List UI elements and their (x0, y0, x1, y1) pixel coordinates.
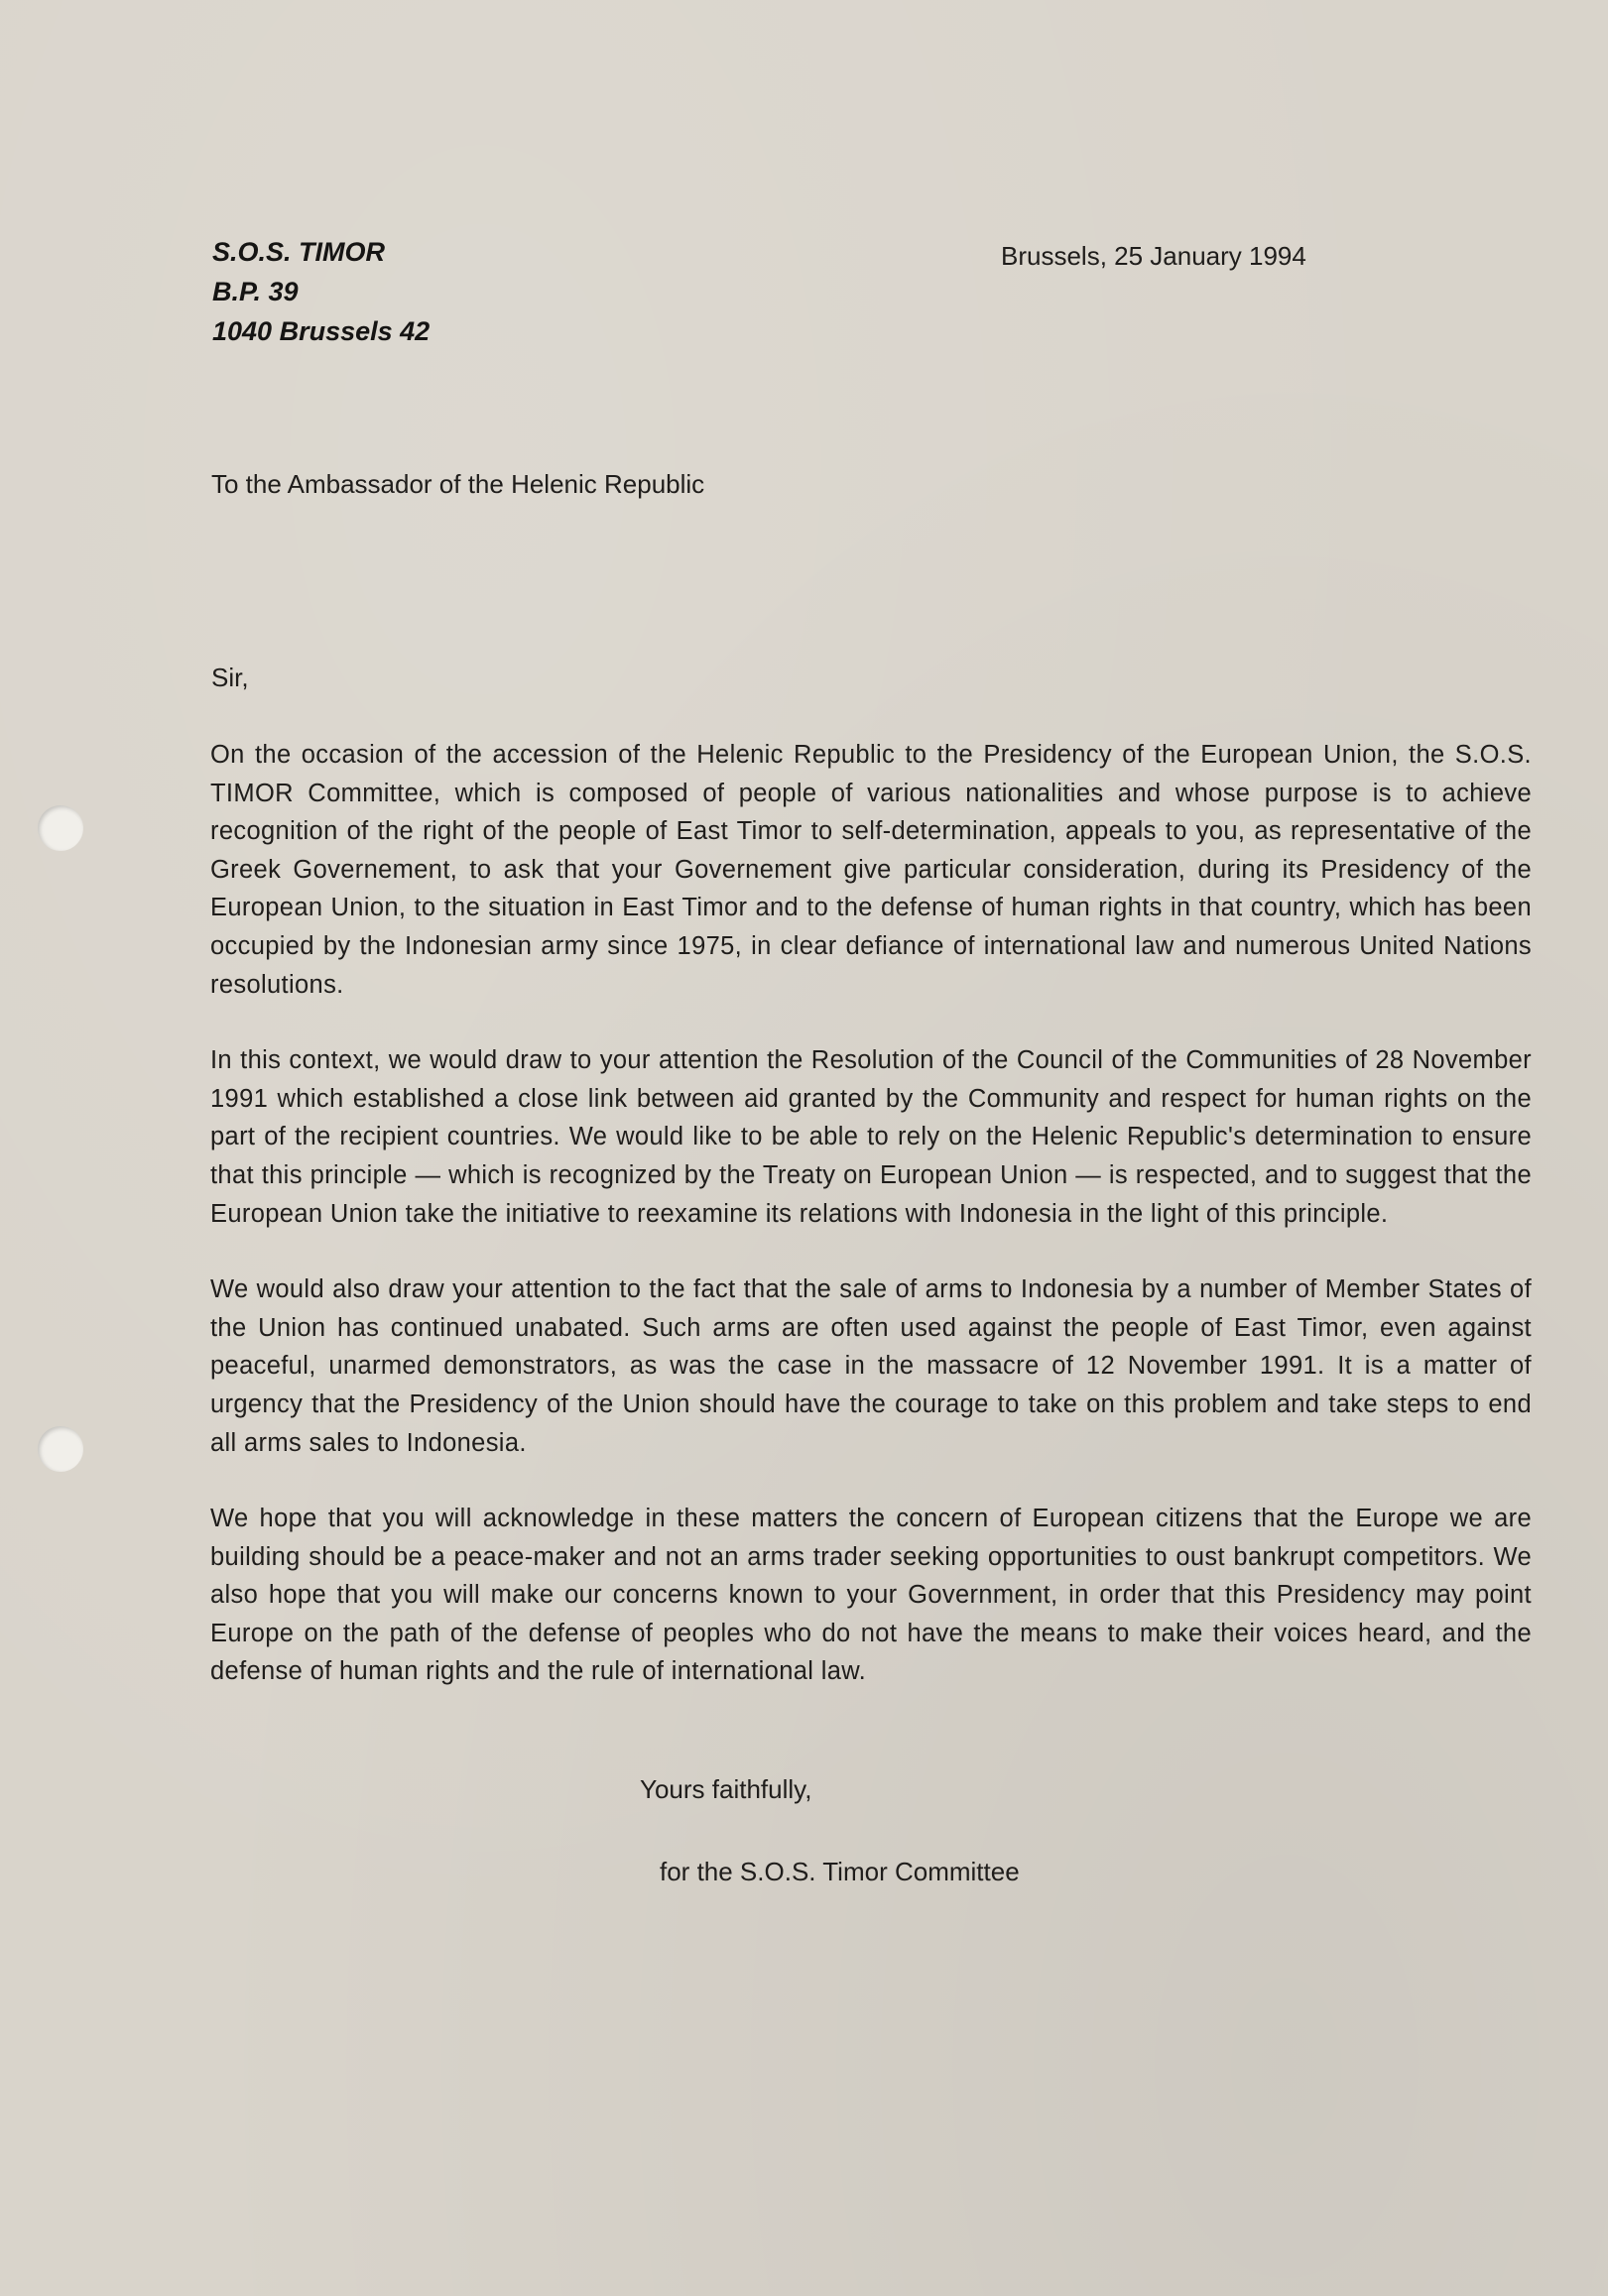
recipient-line: To the Ambassador of the Helenic Republic (211, 469, 705, 499)
letter-date: Brussels, 25 January 1994 (1001, 241, 1306, 271)
salutation: Sir, (211, 663, 249, 692)
letter-body (210, 736, 1532, 1729)
sender-city: 1040 Brussels 42 (212, 316, 431, 346)
punch-hole (38, 1426, 83, 1472)
body-paragraph: On the occasion of the accession of the Helenic Republic to the Presidency of the European Union, the S.O.S. TIMOR Committee, which is composed of people of various nationalities and whose purpose is to achieve recognition of the right of the people of East Timor to self-determination, appeals to you, as representative of the Greek Governement, to ask that your Governement give particular consideration, during its Presidency of the European Union, to the situation in East Timor and to the defense of human rights in that country, which has been occupied by the Indonesian army since 1975, in clear defiance of international law and numerous United Nations resolutions. (210, 741, 1532, 999)
body-paragraph: We would also draw your attention to the fact that the sale of arms to Indonesia by a number of Member States of the Union has continued unabated. Such arms are often used against the people of East Timor, even against peaceful, unarmed demonstrators, as was the case in the massacre of 12 November 1991. It is a matter of urgency that the Presidency of the Union should have the courage to take on this problem and take steps to end all arms sales to Indonesia. (210, 1275, 1532, 1457)
body-paragraph: We hope that you will acknowledge in these matters the concern of European citizens that the Europe we are building should be a peace-maker and not an arms trader seeking opportunities to oust bankrupt competitors. We also hope that you will make our concerns known to your Government, in order that this Presidency may point Europe on the path of the defense of peoples who do not have the means to make their voices heard, and the defense of human rights and the rule of international law. (210, 1505, 1532, 1686)
body-paragraph: In this context, we would draw to your attention the Resolution of the Council of the Communities of 28 November 1991 which established a close link between aid granted by the Community and respect for human rights on the part of the recipient countries. We would like to be able to rely on the Helenic Republic's determination to ensure that this principle — which is recognized by the Treaty on European Union — is respected, and to suggest that the European Union take the initiative to reexamine its relations with Indonesia in the light of this principle. (210, 1046, 1532, 1228)
punch-hole (38, 805, 83, 851)
signature-line: for the S.O.S. Timor Committee (660, 1857, 1020, 1886)
closing-phrase: Yours faithfully, (640, 1774, 812, 1804)
sender-organization: S.O.S. TIMOR (212, 237, 386, 267)
sender-po-box: B.P. 39 (212, 277, 299, 306)
sender-address (212, 232, 430, 351)
